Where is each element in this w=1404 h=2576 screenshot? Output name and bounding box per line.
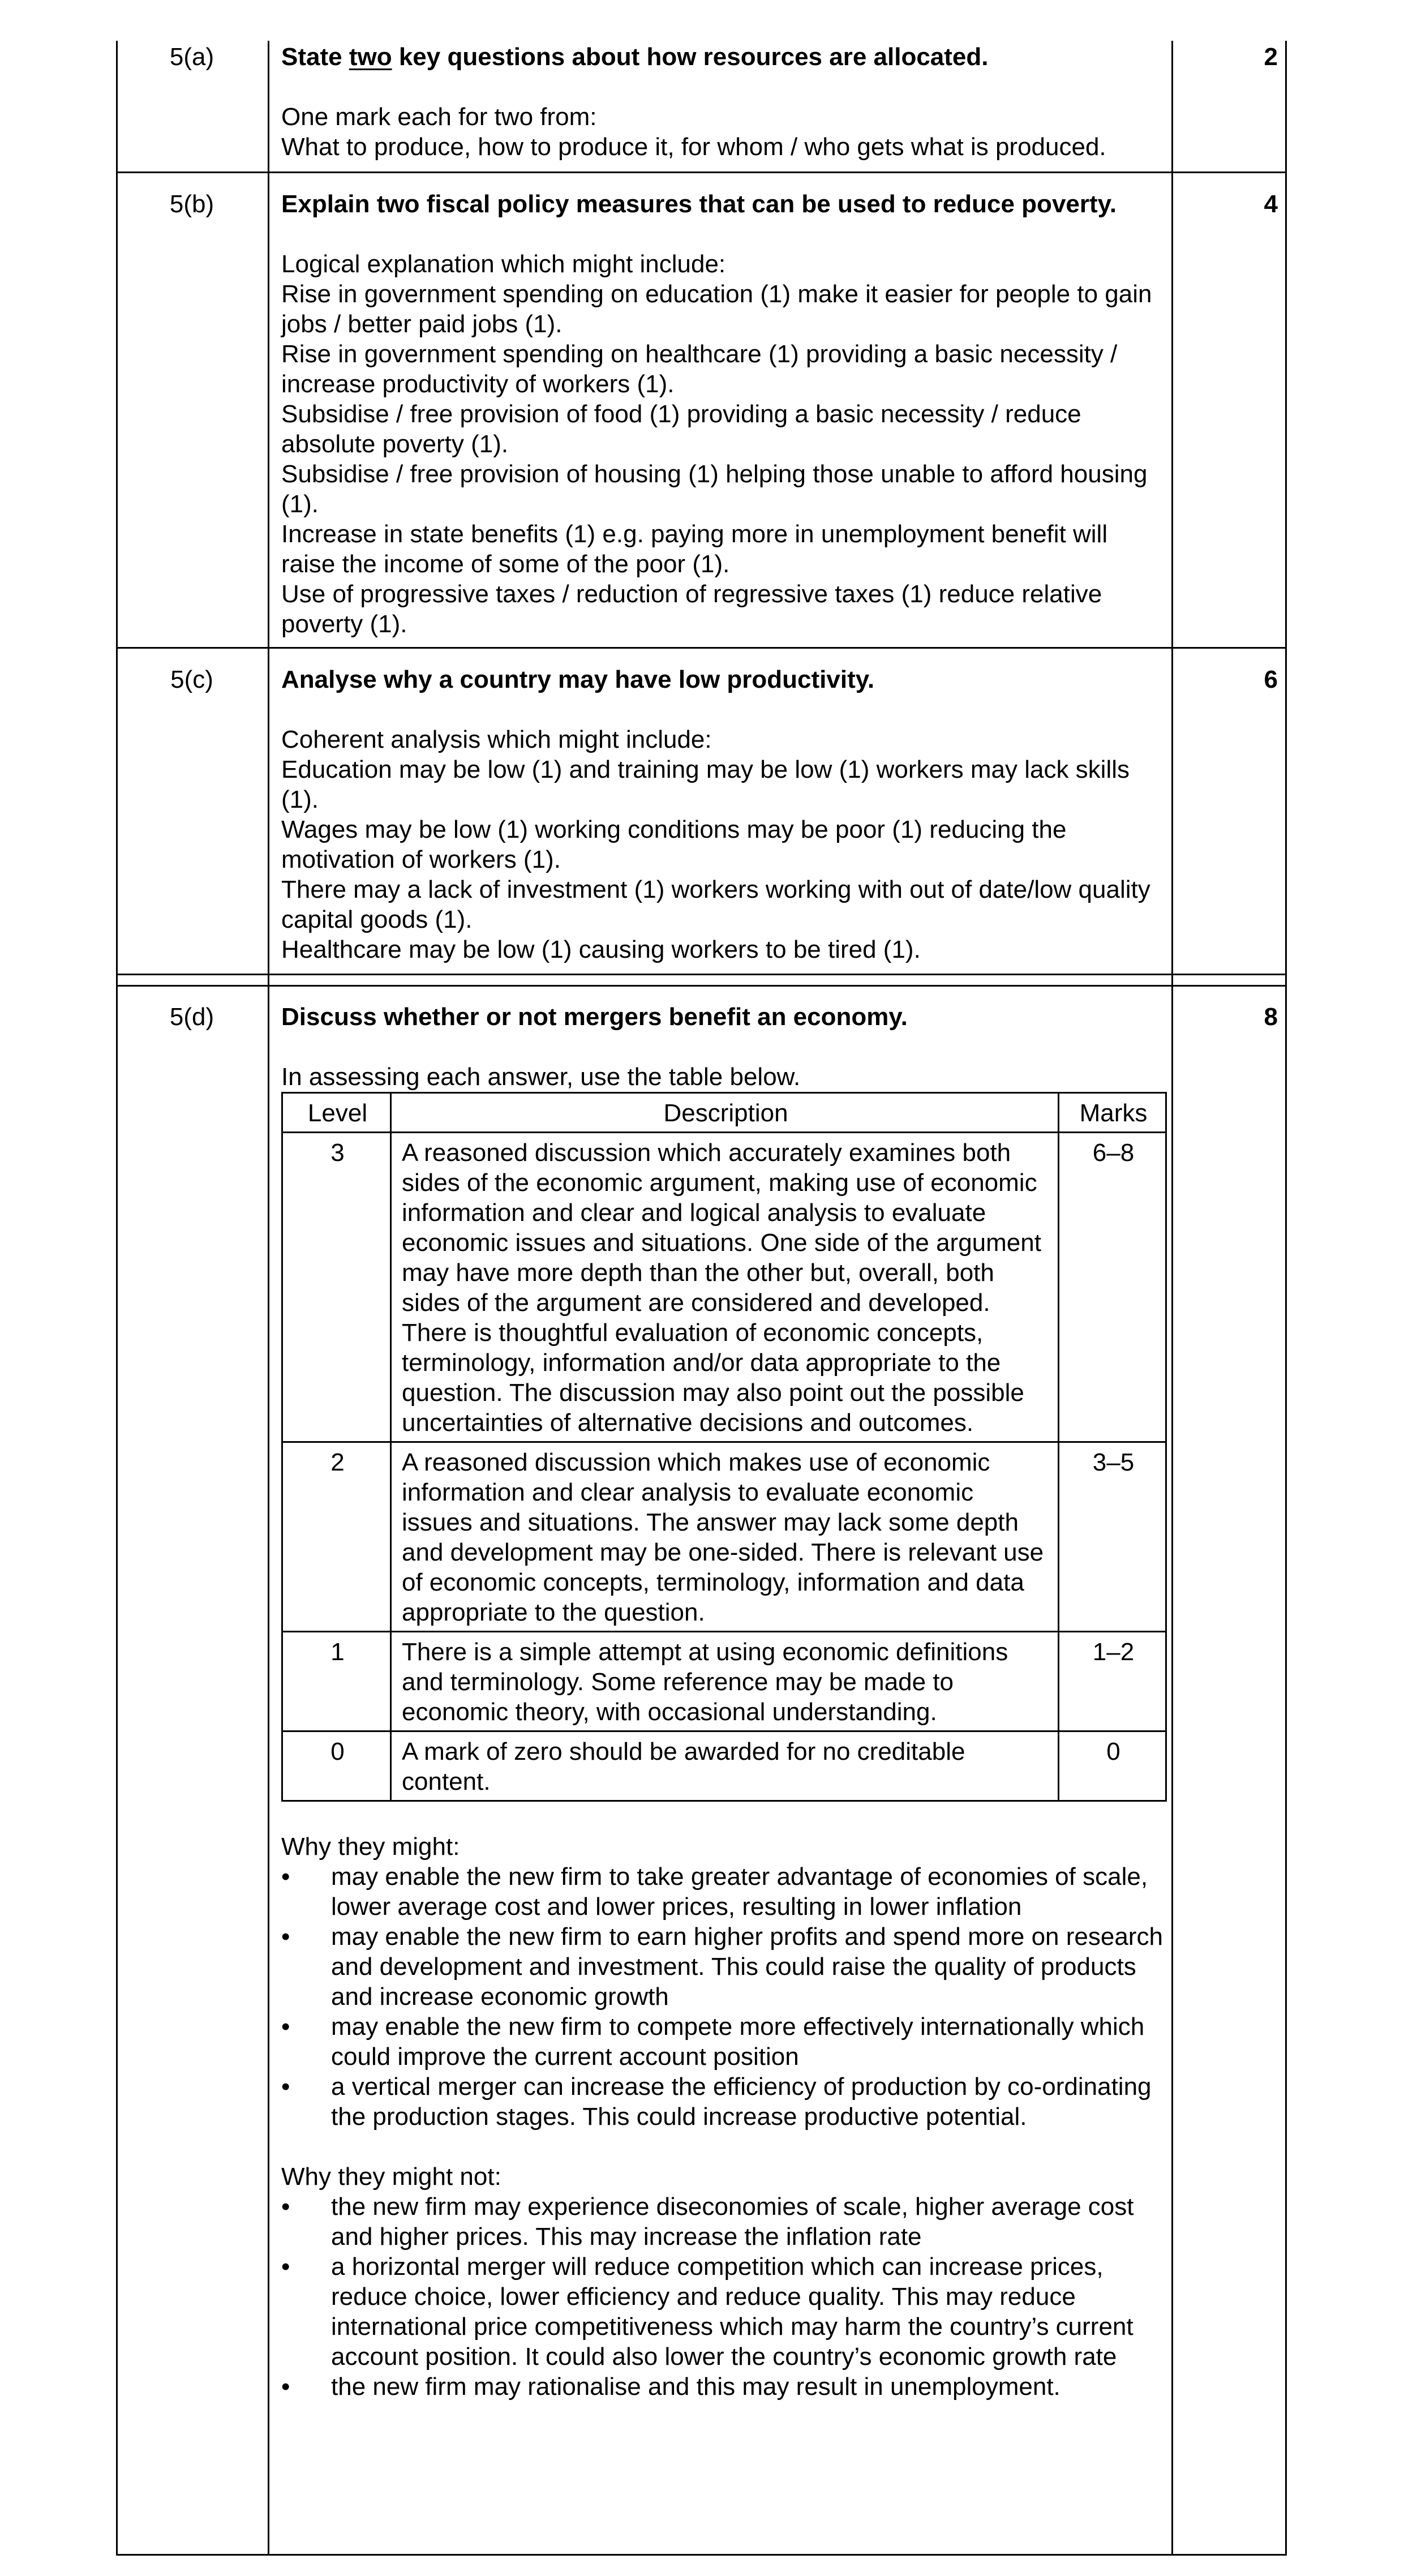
row-separator-5c-5d-a [116, 974, 1287, 975]
list-item: • a vertical merger can increase the efficiency of production by co-ordinating the production stages. This could increase productive potential. [281, 2072, 1164, 2132]
list-item: • the new firm may experience diseconomies of scale, higher average cost and higher prices. This may increase the inflation rate [281, 2192, 1164, 2252]
might-heading: Why they might: [281, 1833, 460, 1861]
underlined-two: two [349, 43, 392, 71]
table-row [282, 1632, 1166, 1731]
list-item: • a horizontal merger will reduce competition which can increase prices, reduce choice, lower efficiency and reduce quality. This may reduce international price competitiveness which may harm the country’s current account position. It could also lower the country’s economic growth rate [281, 2252, 1164, 2372]
list-item: • may enable the new firm to earn higher profits and spend more on research and development and investment. This could raise the quality of products and increase economic growth [281, 1922, 1164, 2012]
level-cell: 0 [282, 1731, 391, 1801]
answer-line: Subsidise / free provision of food (1) providing a basic necessity / reduce absolute poverty (1). [281, 400, 1081, 458]
answer-line: Wages may be low (1) working conditions may be poor (1) reducing the motivation of workers (1). [281, 816, 1067, 873]
question-number-5b: 5(b) [169, 190, 214, 218]
question-number-5a: 5(a) [169, 43, 214, 71]
answer-5a [281, 42, 1164, 162]
answer-5d [281, 1002, 1164, 2402]
table-right-border [1285, 41, 1287, 2556]
table-intro: In assessing each answer, use the table below. [281, 1063, 801, 1091]
answer-5c [281, 665, 1164, 965]
level-cell: 1 [282, 1632, 391, 1731]
level-cell: 3 [282, 1133, 391, 1442]
description-cell: A reasoned discussion which makes use of economic information and clear analysis to evaluate economic issues and situations. The answer may lack some depth and development may be one-sided. There is relevant use of economic concepts, terminology, information and data appropriate to the question. [391, 1442, 1059, 1632]
list-item: • may enable the new firm to compete more effectively internationally which could improve the current account position [281, 2012, 1164, 2072]
question-number-5d: 5(d) [169, 1003, 214, 1031]
marks-5b: 4 [1264, 190, 1278, 218]
levels-table-header [282, 1093, 1166, 1133]
level-cell: 2 [282, 1442, 391, 1632]
table-bottom-border [116, 2554, 1287, 2556]
might-list [281, 1862, 1164, 2132]
answer-line: Rise in government spending on education (1) make it easier for people to gain jobs / better paid jobs (1). [281, 280, 1152, 338]
question-text-5b: Explain two fiscal policy measures that can be used to reduce poverty. [281, 190, 1117, 218]
list-item: • the new firm may rationalise and this may result in unemployment. [281, 2372, 1164, 2402]
answer-line: Education may be low (1) and training may be low (1) workers may lack skills (1). [281, 756, 1130, 813]
table-row [282, 1731, 1166, 1801]
description-cell: A mark of zero should be awarded for no creditable content. [391, 1731, 1059, 1801]
table-left-border [116, 41, 118, 2556]
answer-line: Subsidise / free provision of housing (1) helping those unable to afford housing (1). [281, 460, 1148, 518]
marks-cell: 0 [1059, 1731, 1166, 1801]
answer-5b [281, 189, 1164, 639]
answer-line: There may a lack of investment (1) workers working with out of date/low quality capital goods (1). [281, 876, 1150, 933]
table-column-divider-2 [1171, 41, 1173, 2556]
might-not-heading: Why they might not: [281, 2163, 501, 2191]
question-text-5a: State two key questions about how resources are allocated. [281, 43, 989, 71]
answer-line: What to produce, how to produce it, for whom / who gets what is produced. [281, 133, 1106, 161]
header-level: Level [282, 1093, 391, 1133]
answer-line: Use of progressive taxes / reduction of regressive taxes (1) reduce relative poverty (1). [281, 580, 1102, 638]
answer-line: Increase in state benefits (1) e.g. paying more in unemployment benefit will raise the income of some of the poor (1). [281, 520, 1108, 578]
marks-5c: 6 [1264, 666, 1278, 693]
table-column-divider-1 [268, 41, 269, 2556]
table-row [282, 1442, 1166, 1632]
marks-5d: 8 [1264, 1003, 1278, 1031]
answer-line: Coherent analysis which might include: [281, 726, 712, 753]
answer-line: Rise in government spending on healthcare (1) providing a basic necessity / increase productivity of workers (1). [281, 340, 1118, 398]
marks-cell: 3–5 [1059, 1442, 1166, 1632]
list-item: • may enable the new firm to take greater advantage of economies of scale, lower average cost and lower prices, resulting in lower inflation [281, 1862, 1164, 1922]
question-text-5c: Analyse why a country may have low productivity. [281, 666, 875, 693]
row-separator-5b-5c [116, 647, 1287, 649]
marks-cell: 1–2 [1059, 1632, 1166, 1731]
description-cell: A reasoned discussion which accurately examines both sides of the economic argument, making use of economic information and clear and logical analysis to evaluate economic issues and situations. One side of the argument may have more depth than the other but, overall, both sides of the argument are considered and developed. There is thoughtful evaluation of economic concepts, terminology, information and/or data appropriate to the question. The discussion may also point out the possible uncertainties of alternative decisions and outcomes. [391, 1133, 1059, 1442]
answer-line: Logical explanation which might include: [281, 250, 726, 278]
question-number-5c: 5(c) [170, 666, 213, 693]
table-row [282, 1133, 1166, 1442]
answer-line: One mark each for two from: [281, 103, 597, 131]
header-description: Description [391, 1093, 1059, 1133]
answer-line: Healthcare may be low (1) causing workers to be tired (1). [281, 936, 921, 963]
header-marks: Marks [1059, 1093, 1166, 1133]
row-separator-5a-5b [116, 172, 1287, 173]
might-not-list [281, 2192, 1164, 2402]
marks-cell: 6–8 [1059, 1133, 1166, 1442]
question-text-5d: Discuss whether or not mergers benefit an economy. [281, 1003, 908, 1031]
levels-table [281, 1092, 1167, 1802]
row-separator-5c-5d-b [116, 985, 1287, 987]
marks-5a: 2 [1264, 43, 1278, 71]
description-cell: There is a simple attempt at using economic definitions and terminology. Some reference may be made to economic theory, with occasional understanding. [391, 1632, 1059, 1731]
